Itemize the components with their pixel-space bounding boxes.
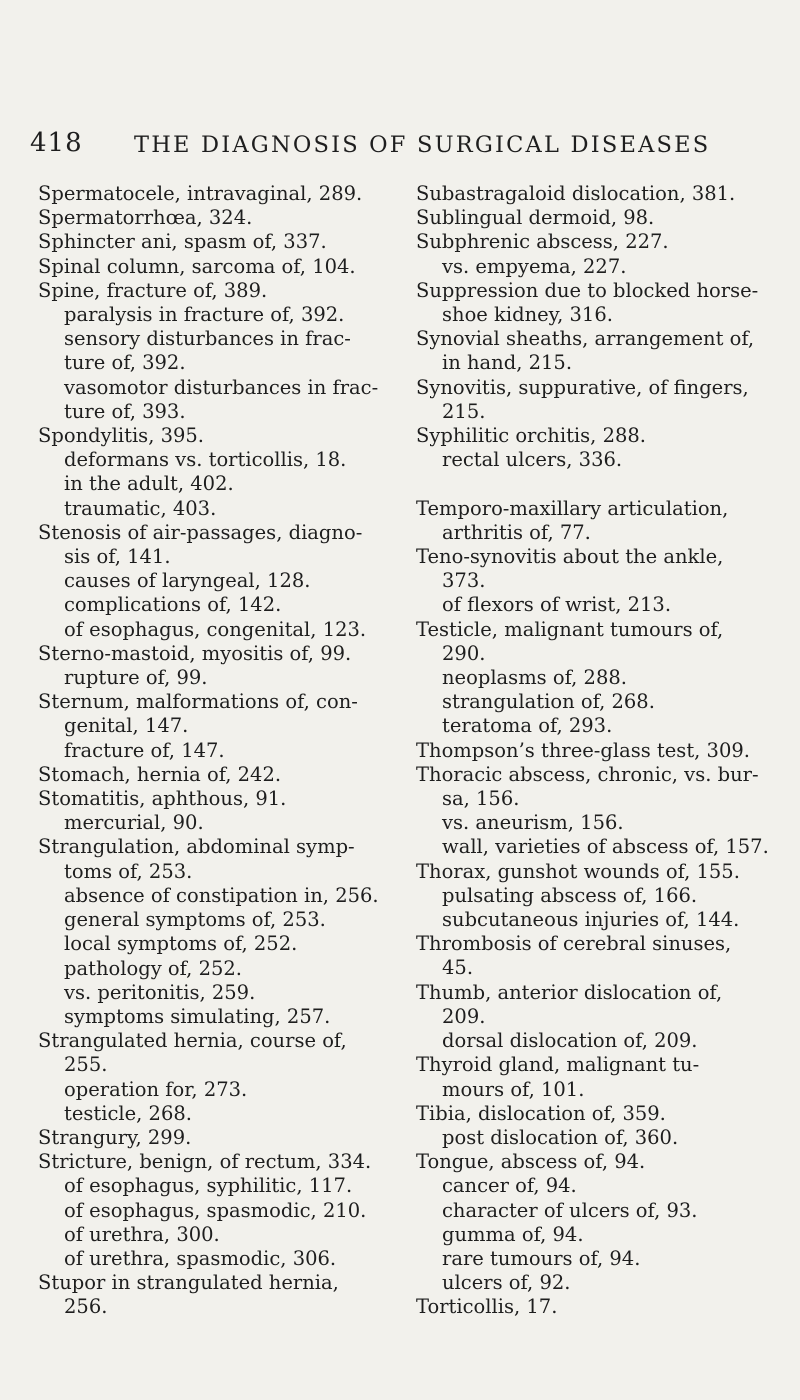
- running-title: THE DIAGNOSIS OF SURGICAL DISEASES: [134, 132, 711, 158]
- index-entry-sub: of urethra, 300.: [64, 1222, 220, 1246]
- index-entry-main: Testicle, malignant tumours of,: [416, 617, 724, 641]
- index-entry-main: Thompson’s three-glass test, 309.: [416, 738, 750, 762]
- index-entry-sub: arthritis of, 77.: [442, 520, 591, 544]
- index-entry-sub: causes of laryngeal, 128.: [64, 569, 311, 593]
- index-entry-main: Suppression due to blocked horse-: [416, 278, 759, 302]
- index-entry-sub: complications of, 142.: [64, 593, 282, 617]
- index-entry-main: Spondylitis, 395.: [38, 424, 205, 448]
- index-entry-sub: toms of, 253.: [64, 859, 193, 883]
- index-entry-sub: neoplasms of, 288.: [442, 666, 627, 690]
- index-entry-main: Sternum, malformations of, con-: [38, 690, 358, 714]
- index-entry-sub: 290.: [442, 641, 486, 665]
- index-entry-main: Subastragaloid dislocation, 381.: [416, 182, 736, 205]
- index-entry-sub: in hand, 215.: [442, 351, 573, 375]
- index-entry-sub: cancer of, 94.: [442, 1174, 577, 1198]
- index-entry-main: Stenosis of air-passages, diagno-: [38, 520, 363, 544]
- index-entry-sub: 256.: [64, 1295, 108, 1319]
- index-entry-sub: general symptoms of, 253.: [64, 908, 326, 932]
- index-entry-main: Synovial sheaths, arrangement of,: [416, 327, 755, 351]
- index-entry-main: Temporo-maxillary articulation,: [416, 496, 729, 520]
- index-entry-main: Thorax, gunshot wounds of, 155.: [416, 859, 740, 883]
- index-entry-sub: sa, 156.: [442, 787, 520, 811]
- entry-gap: [416, 472, 794, 496]
- index-entry-sub: 255.: [64, 1053, 108, 1077]
- index-entry-sub: fracture of, 147.: [64, 738, 225, 762]
- index-entry-main: Sterno-mastoid, myositis of, 99.: [38, 641, 352, 665]
- index-entry-sub: pathology of, 252.: [64, 956, 242, 980]
- index-entry-main: Stupor in strangulated hernia,: [38, 1271, 339, 1295]
- index-entry-sub: ture of, 393.: [64, 399, 186, 423]
- index-entry-main: Stomatitis, aphthous, 91.: [38, 787, 287, 811]
- page-header: [30, 128, 770, 164]
- index-entry-main: Thoracic abscess, chronic, vs. bur-: [416, 762, 759, 786]
- index-entry-sub: absence of constipation in, 256.: [64, 883, 379, 907]
- index-entry-sub: mours of, 101.: [442, 1077, 585, 1101]
- index-entry-sub: traumatic, 403.: [64, 496, 217, 520]
- index-entry-sub: of esophagus, congenital, 123.: [64, 617, 367, 641]
- index-entry-main: Synovitis, suppurative, of fingers,: [416, 375, 749, 399]
- index-entry-sub: of urethra, spasmodic, 306.: [64, 1246, 337, 1270]
- index-entry-sub: mercurial, 90.: [64, 811, 204, 835]
- page-number: 418: [30, 128, 83, 158]
- index-entry-main: Spermatorrhœa, 324.: [38, 206, 253, 230]
- index-entry-main: Thyroid gland, malignant tu-: [416, 1053, 700, 1077]
- index-entry-main: Sphincter ani, spasm of, 337.: [38, 230, 327, 254]
- index-entry-sub: subcutaneous injuries of, 144.: [442, 908, 740, 932]
- index-entry-main: Syphilitic orchitis, 288.: [416, 424, 646, 448]
- index-entry-main: Tongue, abscess of, 94.: [416, 1150, 646, 1174]
- index-entry-sub: sensory disturbances in frac-: [64, 327, 351, 351]
- index-entry-sub: in the adult, 402.: [64, 472, 234, 496]
- index-entry-sub: rectal ulcers, 336.: [442, 448, 623, 472]
- index-entry-sub: vs. peritonitis, 259.: [64, 980, 256, 1004]
- index-entry-sub: vasomotor disturbances in frac-: [64, 375, 379, 399]
- index-entry-main: Thumb, anterior dislocation of,: [416, 980, 723, 1004]
- index-entry-sub: character of ulcers of, 93.: [442, 1198, 698, 1222]
- index-entry-sub: rupture of, 99.: [64, 666, 208, 690]
- index-entry-main: Strangulation, abdominal symp-: [38, 835, 355, 859]
- index-entry-main: Stomach, hernia of, 242.: [38, 762, 282, 786]
- index-entry-sub: 215.: [442, 399, 486, 423]
- index-column-right: [416, 182, 794, 1320]
- index-entry-sub: strangulation of, 268.: [442, 690, 655, 714]
- index-entry-main: Subphrenic abscess, 227.: [416, 230, 669, 254]
- index-entry-main: Thrombosis of cerebral sinuses,: [416, 932, 732, 956]
- index-entry-main: Torticollis, 17.: [416, 1295, 558, 1319]
- index-entry-sub: of flexors of wrist, 213.: [442, 593, 672, 617]
- index-entry-sub: 373.: [442, 569, 486, 593]
- index-entry-sub: gumma of, 94.: [442, 1222, 584, 1246]
- index-entry-main: Sublingual dermoid, 98.: [416, 206, 655, 230]
- index-entry-sub: wall, varieties of abscess of, 157.: [442, 835, 769, 859]
- index-entry-sub: shoe kidney, 316.: [442, 303, 613, 327]
- index-entry-sub: deformans vs. torticollis, 18.: [64, 448, 347, 472]
- index-entry-sub: pulsating abscess of, 166.: [442, 883, 698, 907]
- index-entry-sub: vs. empyema, 227.: [442, 254, 627, 278]
- index-entry-main: Strangury, 299.: [38, 1125, 192, 1149]
- index-entry-sub: testicle, 268.: [64, 1101, 192, 1125]
- index-entry-main: Spermatocele, intravaginal, 289.: [38, 182, 363, 205]
- index-entry-sub: paralysis in fracture of, 392.: [64, 303, 345, 327]
- index-entry-sub: rare tumours of, 94.: [442, 1246, 641, 1270]
- index-entry-sub: 45.: [442, 956, 474, 980]
- index-entry-sub: of esophagus, syphilitic, 117.: [64, 1174, 353, 1198]
- index-entry-sub: vs. aneurism, 156.: [442, 811, 624, 835]
- index-entry-main: Strangulated hernia, course of,: [38, 1029, 347, 1053]
- index-entry-sub: genital, 147.: [64, 714, 189, 738]
- index-entry-sub: symptoms simulating, 257.: [64, 1004, 331, 1028]
- index-entry-sub: operation for, 273.: [64, 1077, 248, 1101]
- index-entry-sub: 209.: [442, 1004, 486, 1028]
- index-column-left: [38, 182, 403, 1320]
- index-entry-main: Spine, fracture of, 389.: [38, 278, 268, 302]
- index-entry-main: Teno-synovitis about the ankle,: [416, 545, 724, 569]
- index-entry-sub: of esophagus, spasmodic, 210.: [64, 1198, 367, 1222]
- index-entry-sub: ulcers of, 92.: [442, 1271, 571, 1295]
- index-entry-main: Spinal column, sarcoma of, 104.: [38, 254, 356, 278]
- index-entry-sub: post dislocation of, 360.: [442, 1125, 679, 1149]
- index-entry-main: Stricture, benign, of rectum, 334.: [38, 1150, 372, 1174]
- index-entry-sub: teratoma of, 293.: [442, 714, 613, 738]
- index-entry-sub: sis of, 141.: [64, 545, 171, 569]
- index-entry-main: Tibia, dislocation of, 359.: [416, 1101, 666, 1125]
- index-entry-sub: dorsal dislocation of, 209.: [442, 1029, 698, 1053]
- index-entry-sub: local symptoms of, 252.: [64, 932, 298, 956]
- index-entry-sub: ture of, 392.: [64, 351, 186, 375]
